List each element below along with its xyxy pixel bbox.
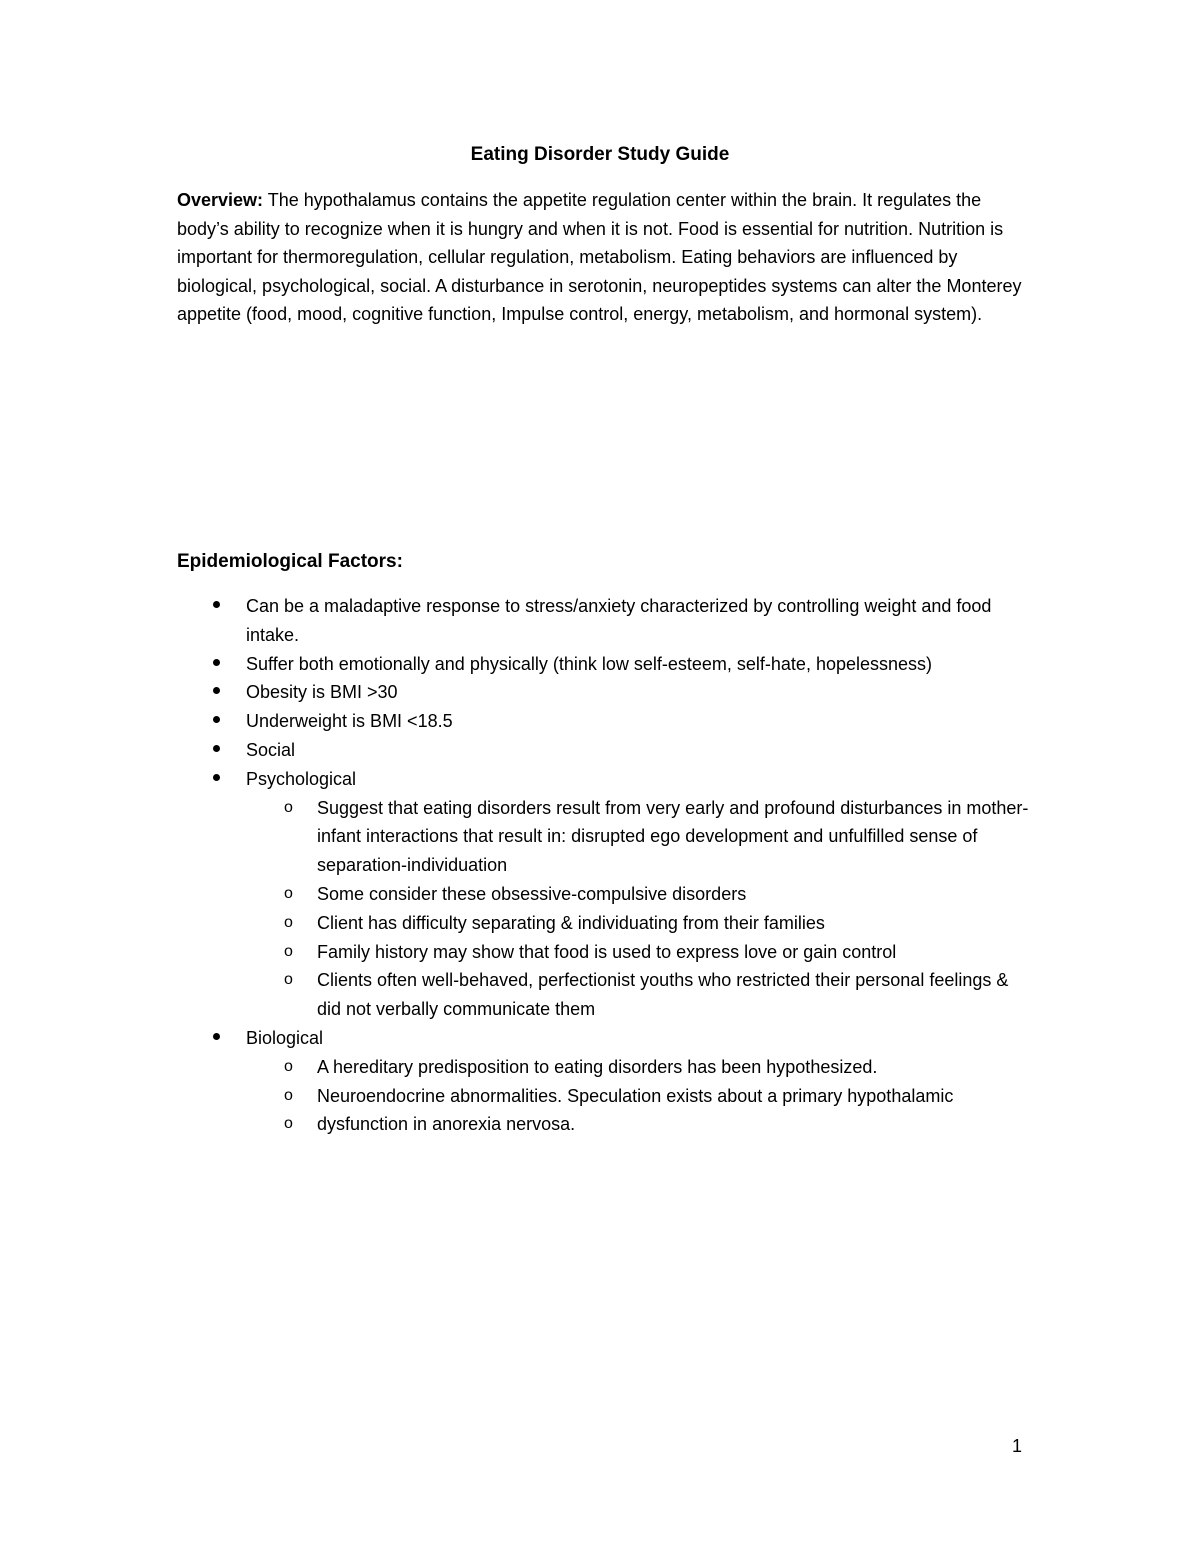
bullet-icon <box>213 774 220 781</box>
sub-bullet-icon: o <box>284 884 293 902</box>
list-item <box>177 678 1037 707</box>
list-item <box>177 707 1037 736</box>
list-item <box>177 1024 1037 1139</box>
list-item-text: Psychological <box>246 768 357 789</box>
overview-paragraph <box>177 186 1037 329</box>
sub-list-item-text: Suggest that eating disorders result from very early and profound disturbances in mother-infant interactions that result in: disrupted ego development and unfulfilled sense of separation-individuation <box>317 797 1029 876</box>
list-item <box>177 765 1037 1024</box>
sub-bullet-icon: o <box>284 1115 293 1133</box>
list-item-text: Can be a maladaptive response to stress/anxiety characterized by controlling weight and food intake. <box>246 596 992 645</box>
sub-bullet-icon: o <box>284 913 293 931</box>
sub-bullet-icon: o <box>284 971 293 989</box>
sub-bullet-icon: o <box>284 1086 293 1104</box>
sub-list-item-text: Client has difficulty separating & individuating from their families <box>317 912 825 933</box>
overview-label: Overview: <box>177 190 264 210</box>
sub-list-item <box>246 966 1037 1024</box>
sub-list-item <box>246 1110 1037 1139</box>
list-item <box>177 650 1037 679</box>
list-item <box>177 736 1037 765</box>
sub-list-item-text: Some consider these obsessive-compulsive disorders <box>317 883 747 904</box>
bullet-icon <box>213 687 220 694</box>
sub-bullet-icon: o <box>284 798 293 816</box>
bullet-icon <box>213 745 220 752</box>
list-item-text: Social <box>246 739 296 760</box>
document-title: Eating Disorder Study Guide <box>470 144 730 165</box>
epidemiological-heading: Epidemiological Factors: <box>177 551 403 572</box>
list-item <box>177 592 1037 650</box>
sub-bullet-icon: o <box>284 942 293 960</box>
sub-list-item <box>246 1053 1037 1082</box>
list-item-text: Underweight is BMI <18.5 <box>246 711 453 732</box>
sub-list-item-text: Neuroendocrine abnormalities. Speculation exists about a primary hypothalamic <box>317 1085 954 1106</box>
sub-list-item <box>246 938 1037 967</box>
list-item-text: Suffer both emotionally and physically (think low self-esteem, self-hate, hopelessness) <box>246 653 933 674</box>
page-number: 1 <box>1012 1436 1023 1456</box>
sub-list-item-text: Family history may show that food is used to express love or gain control <box>317 941 897 962</box>
bullet-icon <box>213 716 220 723</box>
psychological-sublist <box>246 794 1037 1024</box>
list-item-text: Obesity is BMI >30 <box>246 682 398 703</box>
sub-list-item <box>246 1082 1037 1111</box>
bullet-icon <box>213 601 220 608</box>
sub-list-item <box>246 909 1037 938</box>
bullet-icon <box>213 1033 220 1040</box>
epidemiological-list <box>177 592 1037 1139</box>
sub-bullet-icon: o <box>284 1057 293 1075</box>
sub-list-item <box>246 794 1037 880</box>
overview-text: The hypothalamus contains the appetite regulation center within the brain. It regulates the body’s ability to recognize when it is hungry and when it is not. Food is essential for nutrition. Nutrition is important for thermoregulation, cellular regulation, metabolism. Eating behaviors are influenced by biological, psychological, social. A disturbance in serotonin, neuropeptides systems can alter the Monterey appetite (food, mood, cognitive function, Impulse control, energy, metabolism, and hormonal system). <box>177 190 1022 324</box>
sub-list-item <box>246 880 1037 909</box>
list-item-text: Biological <box>246 1027 324 1048</box>
bullet-icon <box>213 659 220 666</box>
sub-list-item-text: Clients often well-behaved, perfectionist youths who restricted their personal feelings & did not verbally communicate them <box>317 970 1009 1020</box>
biological-sublist <box>246 1053 1037 1139</box>
sub-list-item-text: dysfunction in anorexia nervosa. <box>317 1114 576 1135</box>
sub-list-item-text: A hereditary predisposition to eating disorders has been hypothesized. <box>317 1056 878 1077</box>
